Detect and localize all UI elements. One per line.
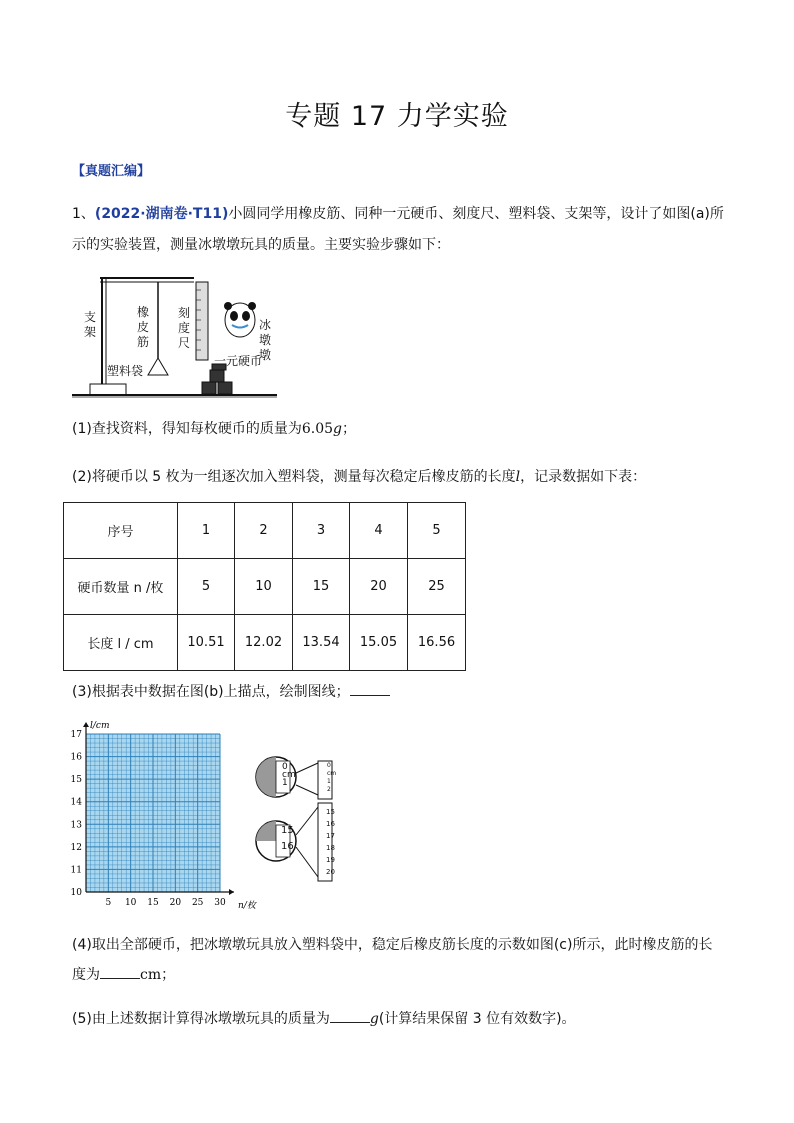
x-axis-arrow xyxy=(229,889,234,895)
label-ruler: 刻度尺 xyxy=(178,306,191,350)
table-row-label: 长度 l / cm xyxy=(64,615,178,671)
label-stand: 支架 xyxy=(84,310,97,339)
x-tick-label: 10 xyxy=(124,898,137,908)
table-row-label: 硬币数量 n /枚 xyxy=(64,559,178,615)
table-cell: 10.51 xyxy=(178,615,235,671)
page-title: 专题 17 力学实验 xyxy=(285,101,509,132)
table-cell: 15.05 xyxy=(350,615,408,671)
y-tick-label: 11 xyxy=(70,865,82,876)
y-axis-label: l/cm xyxy=(90,721,110,731)
step-3: (3)根据表中数据在图(b)上描点，绘制图线； xyxy=(72,681,732,701)
y-tick-label: 12 xyxy=(70,842,82,853)
step-4: (4)取出全部硬币，把冰墩墩玩具放入塑料袋中，稳定后橡皮筋长度的示数如图(c)所示，此时橡皮筋的长 度为 cm； xyxy=(72,937,713,983)
ruler-bottom-labels: 15 16 17 18 19 20 xyxy=(326,808,335,876)
ruler-top-labels: 0 cm 1 2 xyxy=(327,762,337,793)
y-tick-label: 17 xyxy=(70,730,82,740)
table-cell: 5 xyxy=(408,503,466,559)
question-number: 1、 xyxy=(72,206,95,222)
table-cell: 20 xyxy=(350,559,408,615)
label-rubber-band: 橡皮筋 xyxy=(137,305,150,349)
y-tick-label: 14 xyxy=(70,797,82,808)
answer-blank[interactable] xyxy=(330,1010,370,1023)
step-2: (2)将硬币以 5 枚为一组逐次加入塑料袋，测量每次稳定后橡皮筋的长度l，记录数据如下表： xyxy=(72,469,647,485)
y-tick-label: 16 xyxy=(70,752,82,763)
table-cell: 15 xyxy=(293,559,350,615)
label-coin: 一元硬币 xyxy=(214,354,263,368)
intro-line-2: 示的实验装置，测量冰墩墩玩具的质量。主要实验步骤如下： xyxy=(72,237,450,253)
y-tick-label: 15 xyxy=(70,775,82,786)
table-cell: 5 xyxy=(178,559,235,615)
x-tick-label: 30 xyxy=(214,898,226,908)
table-cell: 3 xyxy=(293,503,350,559)
data-table xyxy=(63,502,466,671)
label-toy: 冰墩墩 xyxy=(259,318,272,362)
x-tick-label: 15 xyxy=(147,898,159,908)
x-tick-label: 25 xyxy=(191,898,204,908)
table-row xyxy=(64,615,466,671)
table-cell: 25 xyxy=(408,559,466,615)
y-tick-label: 10 xyxy=(70,888,82,898)
table-row xyxy=(64,503,466,559)
y-tick-label: 13 xyxy=(70,820,82,831)
y-axis-arrow xyxy=(83,722,89,727)
table-cell: 1 xyxy=(178,503,235,559)
section-label: 【真题汇编】 xyxy=(72,164,151,179)
question-source: (2022·湖南卷·T11) xyxy=(94,206,229,222)
coin-mass-value: 6.05 xyxy=(301,421,334,437)
table-cell: 12.02 xyxy=(235,615,293,671)
answer-blank[interactable] xyxy=(350,683,390,696)
label-bag: 塑料袋 xyxy=(107,364,144,378)
x-tick-label: 5 xyxy=(105,898,112,908)
x-axis-label: n/枚 xyxy=(238,901,256,910)
intro-line-1: 小圆同学用橡皮筋、同种一元硬币、刻度尺、塑料袋、支架等，设计了如图(a)所 xyxy=(228,206,724,222)
table-row xyxy=(64,559,466,615)
table-row-label: 序号 xyxy=(64,503,178,559)
zoom-top-labels: 0 cm 1 xyxy=(282,762,296,788)
figure-b-grid-chart xyxy=(64,718,264,910)
x-tick-label: 20 xyxy=(169,898,182,908)
step-1: (1)查找资料，得知每枚硬币的质量为6.05g； xyxy=(72,421,356,437)
question-1-intro xyxy=(72,199,728,261)
table-cell: 2 xyxy=(235,503,293,559)
answer-blank[interactable] xyxy=(100,966,140,979)
table-cell: 13.54 xyxy=(293,615,350,671)
zoom-bottom-labels: 15 16 xyxy=(281,825,294,852)
panda-toy-icon xyxy=(224,302,256,337)
step-5: (5)由上述数据计算得冰墩墩玩具的质量为 g(计算结果保留 3 位有效数字)。 xyxy=(72,1011,576,1027)
table-cell: 16.56 xyxy=(408,615,466,671)
table-cell: 10 xyxy=(235,559,293,615)
table-cell: 4 xyxy=(350,503,408,559)
